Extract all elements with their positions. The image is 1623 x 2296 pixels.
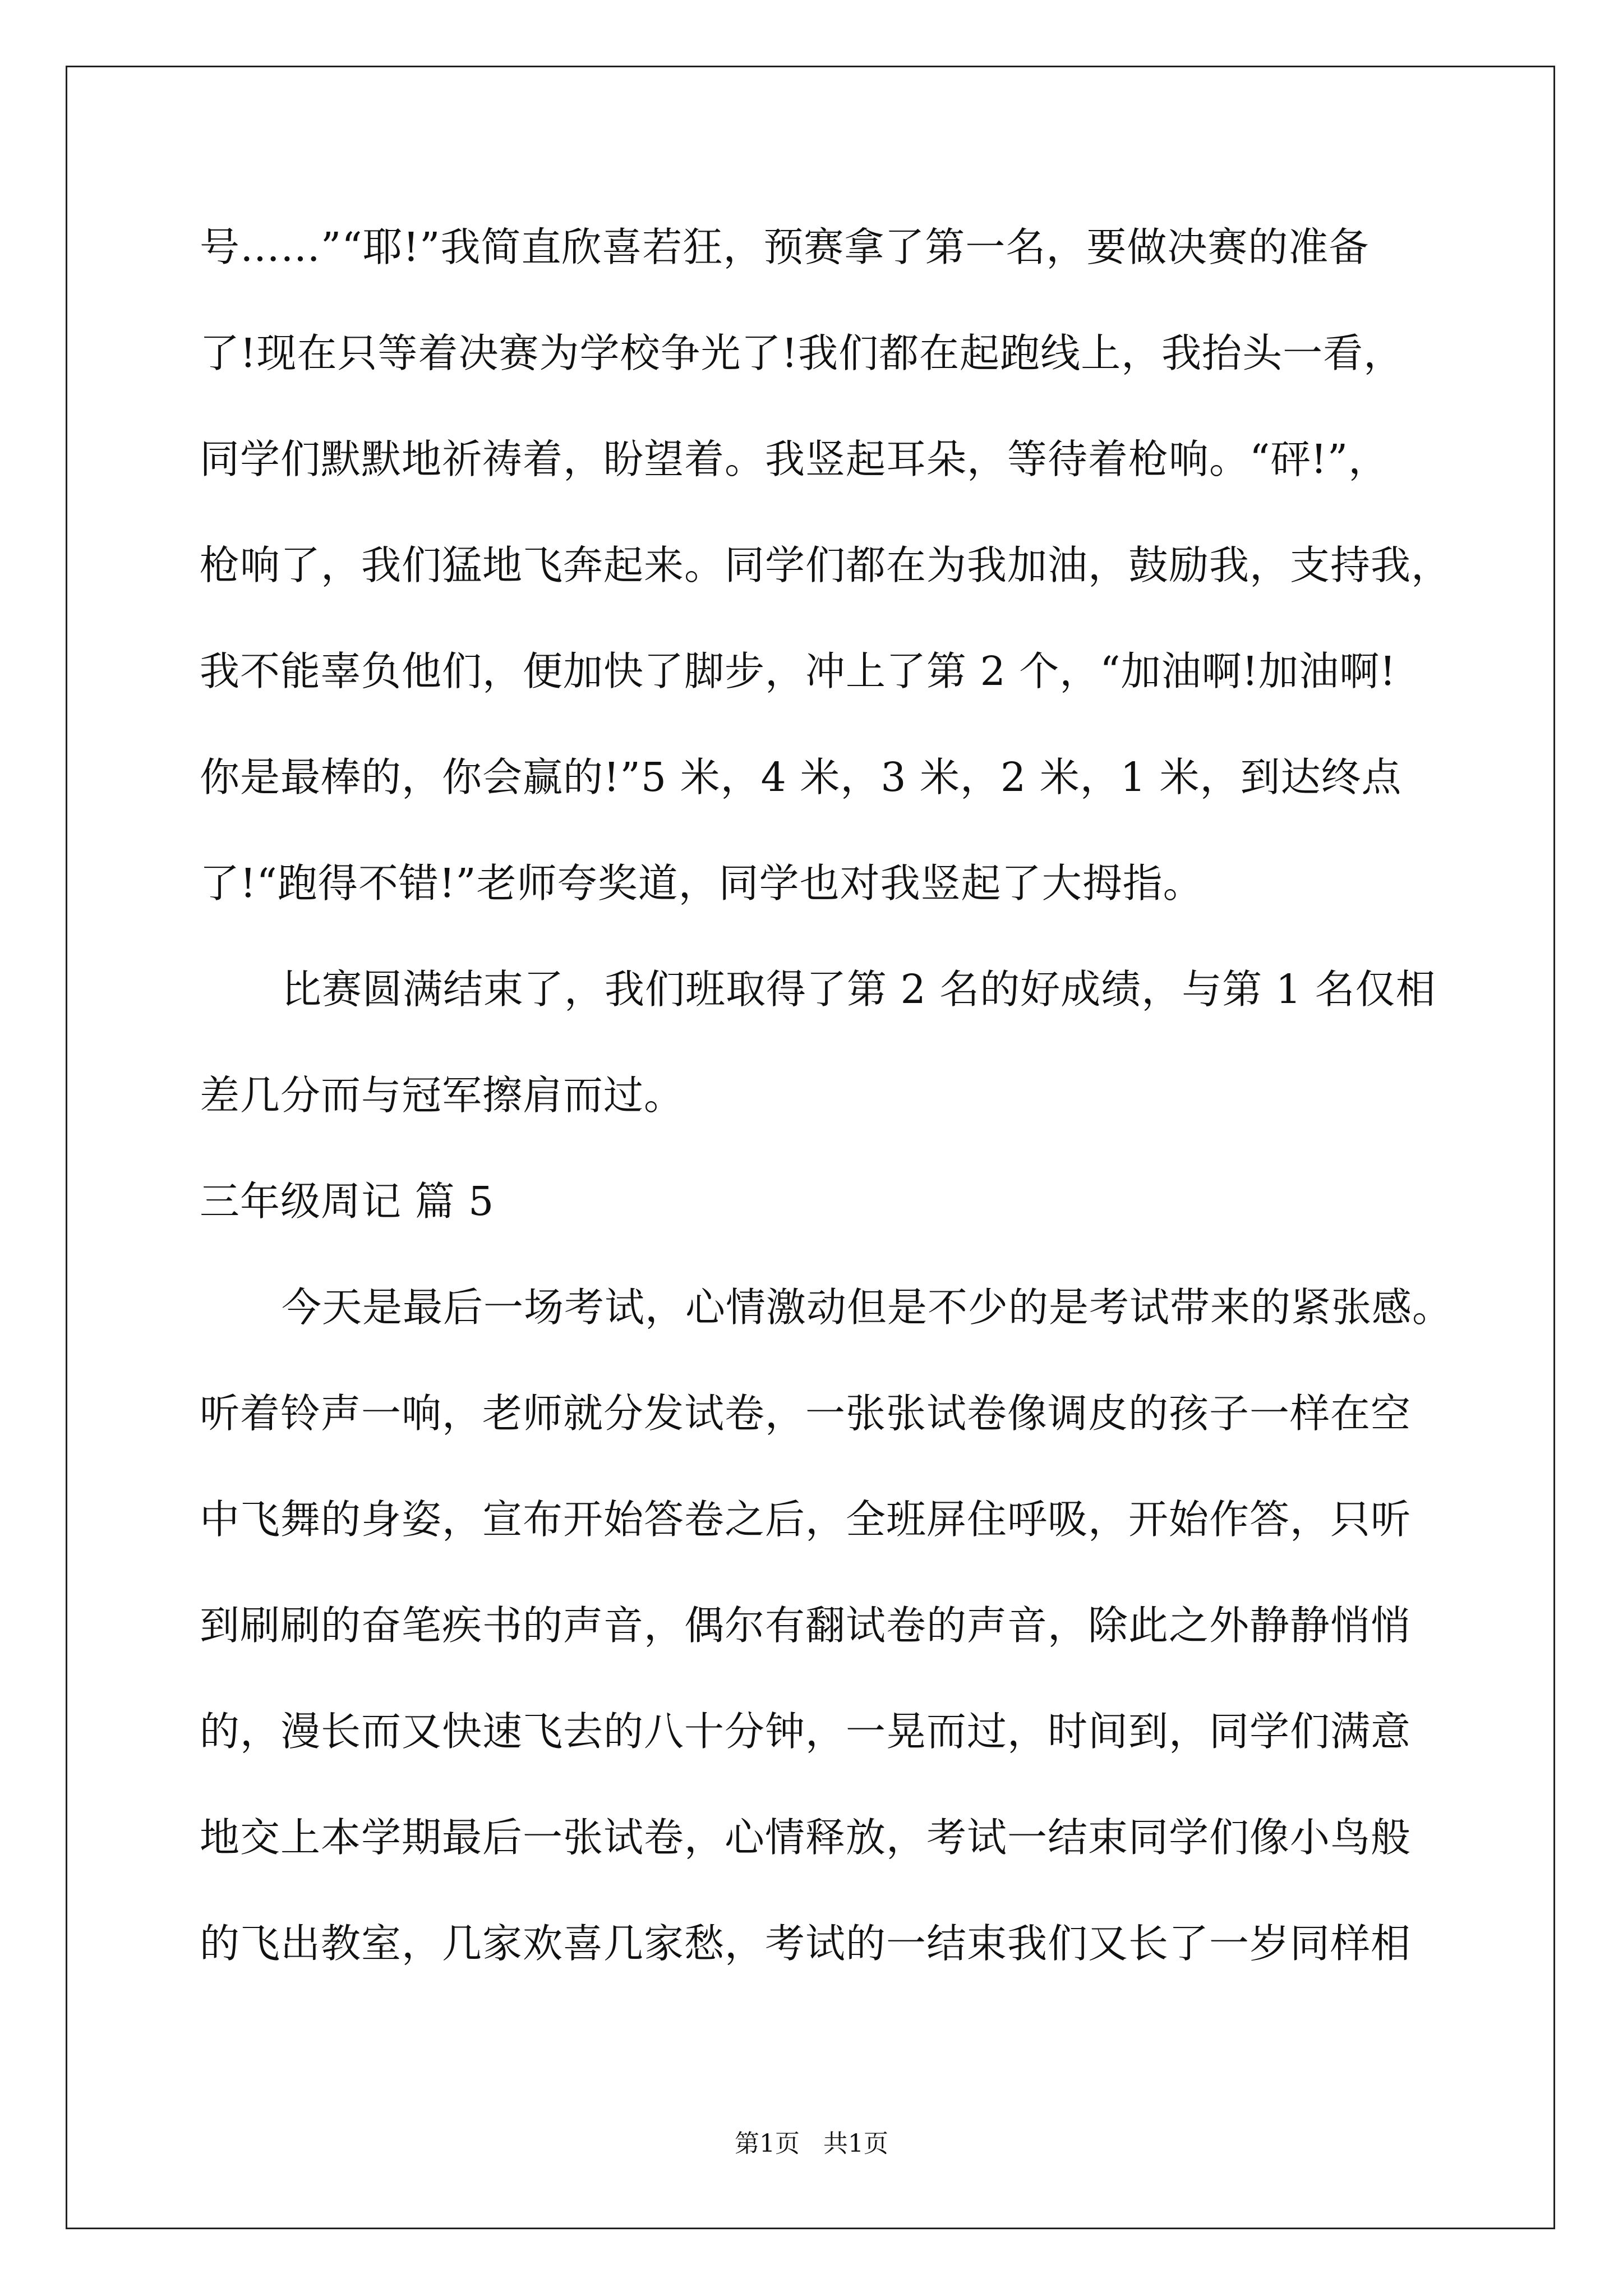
paragraph-line: 我不能辜负他们，便加快了脚步，冲上了第 2 个，“加油啊!加油啊! <box>200 648 1396 694</box>
paragraph-line: 了!现在只等着决赛为学校争光了!我们都在起跑线上，我抬头一看， <box>200 330 1404 376</box>
paragraph-line: 号……”“耶!”我简直欣喜若狂，预赛拿了第一名，要做决赛的准备 <box>200 224 1370 270</box>
paragraph-line: 枪响了，我们猛地飞奔起来。同学们都在为我加油，鼓励我，支持我， <box>200 542 1452 588</box>
paragraph-line: 比赛圆满结束了，我们班取得了第 2 名的好成绩，与第 1 名仅相 <box>282 966 1436 1013</box>
paragraph-line: 的，漫长而又快速飞去的八十分钟，一晃而过，时间到，同学们满意 <box>200 1708 1412 1755</box>
paragraph-line: 你是最棒的，你会赢的!”5 米，4 米，3 米，2 米，1 米，到达终点 <box>200 754 1402 800</box>
paragraph-line: 差几分而与冠军擦肩而过。 <box>200 1072 685 1119</box>
paragraph-line: 听着铃声一响，老师就分发试卷，一张张试卷像调皮的孩子一样在空 <box>200 1390 1412 1437</box>
paragraph-line: 地交上本学期最后一张试卷，心情释放，考试一结束同学们像小鸟般 <box>200 1814 1412 1861</box>
paragraph-line: 了!“跑得不错!”老师夸奖道，同学也对我竖起了大拇指。 <box>200 860 1204 907</box>
section-heading: 三年级周记 篇 5 <box>200 1178 495 1225</box>
page-number-footer: 第1页 共1页 <box>735 2129 888 2158</box>
paragraph-line: 的飞出教室，几家欢喜几家愁，考试的一结束我们又长了一岁同样相 <box>200 1920 1412 1967</box>
paragraph-line: 今天是最后一场考试，心情激动但是不少的是考试带来的紧张感。 <box>282 1284 1453 1331</box>
page-frame <box>66 66 1555 2229</box>
paragraph-line: 中飞舞的身姿，宣布开始答卷之后，全班屏住呼吸，开始作答，只听 <box>200 1496 1412 1543</box>
paragraph-line: 到刷刷的奋笔疾书的声音，偶尔有翻试卷的声音，除此之外静静悄悄 <box>200 1602 1412 1649</box>
paragraph-line: 同学们默默地祈祷着，盼望着。我竖起耳朵，等待着枪响。“砰!”， <box>200 436 1389 482</box>
